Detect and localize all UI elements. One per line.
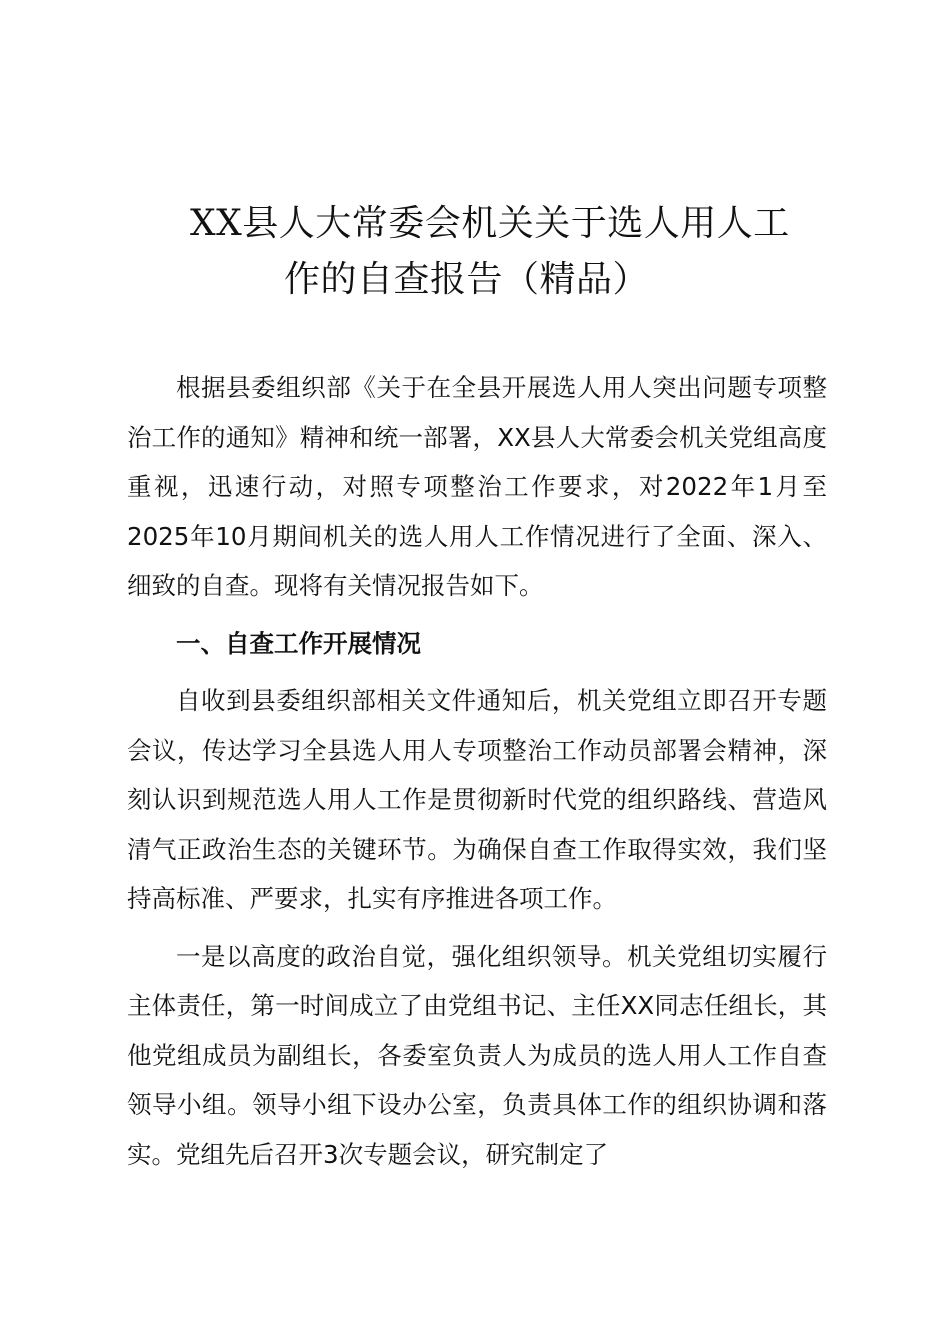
section-1-paragraph-2: 一是以高度的政治自觉，强化组织领导。机关党组切实履行主体责任，第一时间成立了由党组书记、主任XX同志任组长，其他党组成员为副组长，各委室负责人为成员的选人用人工作自查领导小组。领导小组下设办公室，负责具体工作的组织协调和落实。党组先后召开3次专题会议，研究制定了 <box>127 941 827 1169</box>
document-body <box>127 363 827 1187</box>
title-line-2: 作的自查报告（精品） <box>284 259 650 300</box>
title-line-1: XX县人大常委会机关关于选人用人工 <box>190 203 790 244</box>
intro-paragraph: 根据县委组织部《关于在全县开展选人用人突出问题专项整治工作的通知》精神和统一部署，XX县人大常委会机关党组高度重视，迅速行动，对照专项整治工作要求，对2022年1月至2025年10月期间机关的选人用人工作情况进行了全面、深入、细致的自查。现将有关情况报告如下。 <box>127 373 827 600</box>
document-title <box>150 196 850 308</box>
section-1-heading: 一、自查工作开展情况 <box>176 628 421 658</box>
section-1-paragraph-1: 自收到县委组织部相关文件通知后，机关党组立即召开专题会议，传达学习全县选人用人专项整治工作动员部署会精神，深刻认识到规范选人用人工作是贯彻新时代党的组织路线、营造风清气正政治生态的关键环节。为确保自查工作取得实效，我们坚持高标准、严要求，扎实有序推进各项工作。 <box>127 686 827 913</box>
